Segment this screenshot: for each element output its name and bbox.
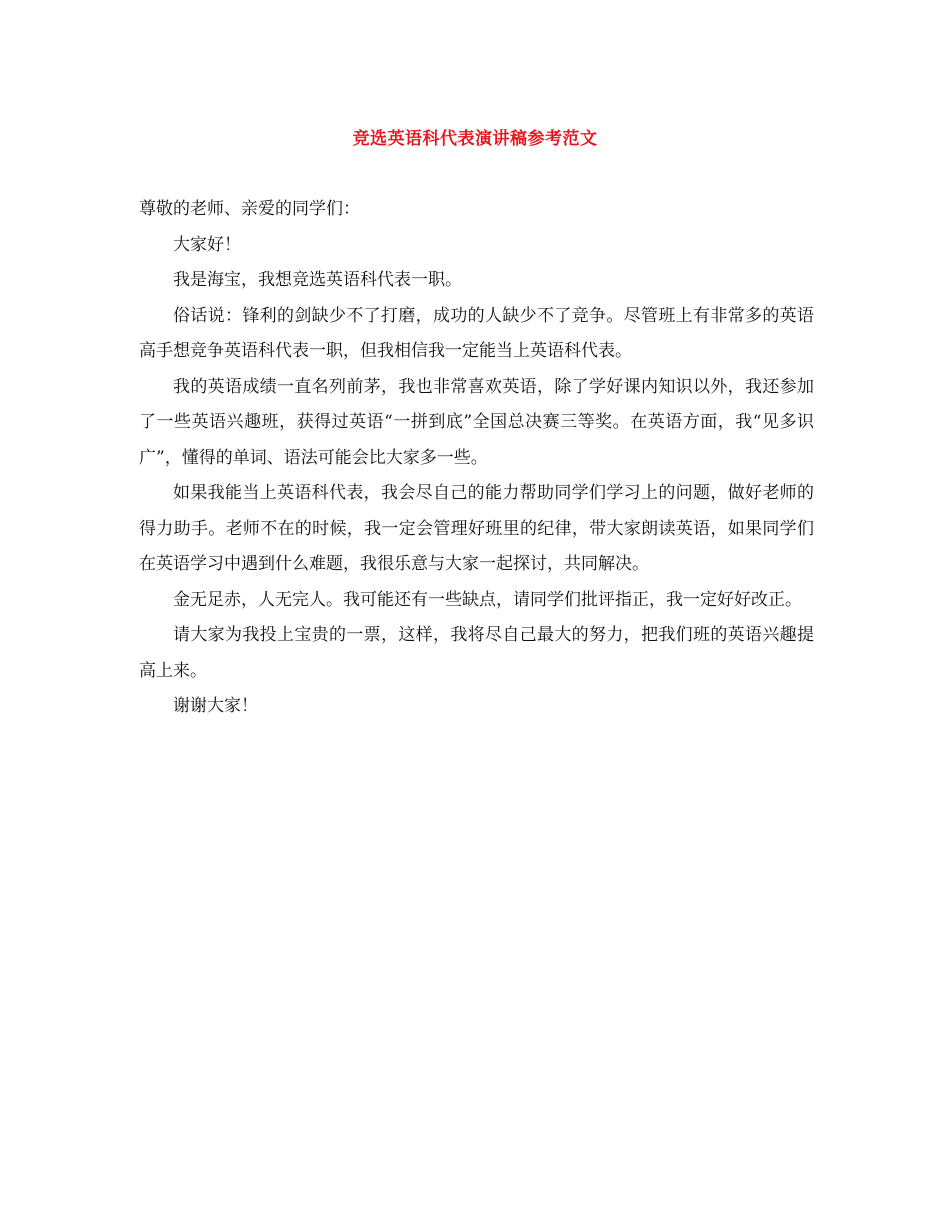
- paragraph-thanks: 谢谢大家！: [173, 696, 258, 716]
- paragraph-greeting: 大家好！: [173, 234, 241, 255]
- paragraph-english-ability: 我的英语成绩一直名列前茅，我也非常喜欢英语，除了学好课内知识以外，我还参加了一些英语兴趣班，获得过英语“一拼到底”全国总决赛三等奖。在英语方面，我“见多识广”，懂得的单词、语法可能会比大家多一些。: [139, 376, 814, 468]
- document-title: 竞选英语科代表演讲稿参考范文: [352, 129, 598, 149]
- document-body: [139, 192, 814, 725]
- paragraph-competition: 俗话说：锋利的剑缺少不了打磨，成功的人缺少不了竞争。尽管班上有非常多的英语高手想竞争英语科代表一职，但我相信我一定能当上英语科代表。: [139, 305, 814, 361]
- paragraph-introduction: 我是海宝，我想竞选英语科代表一职。: [173, 270, 462, 290]
- paragraph-responsibilities: 如果我能当上英语科代表，我会尽自己的能力帮助同学们学习上的问题，做好老师的得力助手。老师不在的时候，我一定会管理好班里的纪律，带大家朗读英语，如果同学们在英语学习中遇到什么难题，我很乐意与大家一起探讨，共同解决。: [139, 483, 814, 574]
- paragraph-vote-request: 请大家为我投上宝贵的一票，这样，我将尽自己最大的努力，把我们班的英语兴趣提高上来。: [139, 625, 814, 681]
- salutation: 尊敬的老师、亲爱的同学们：: [139, 199, 360, 219]
- paragraph-shortcomings: 金无足赤，人无完人。我可能还有一些缺点，请同学们批评指正，我一定好好改正。: [173, 589, 802, 610]
